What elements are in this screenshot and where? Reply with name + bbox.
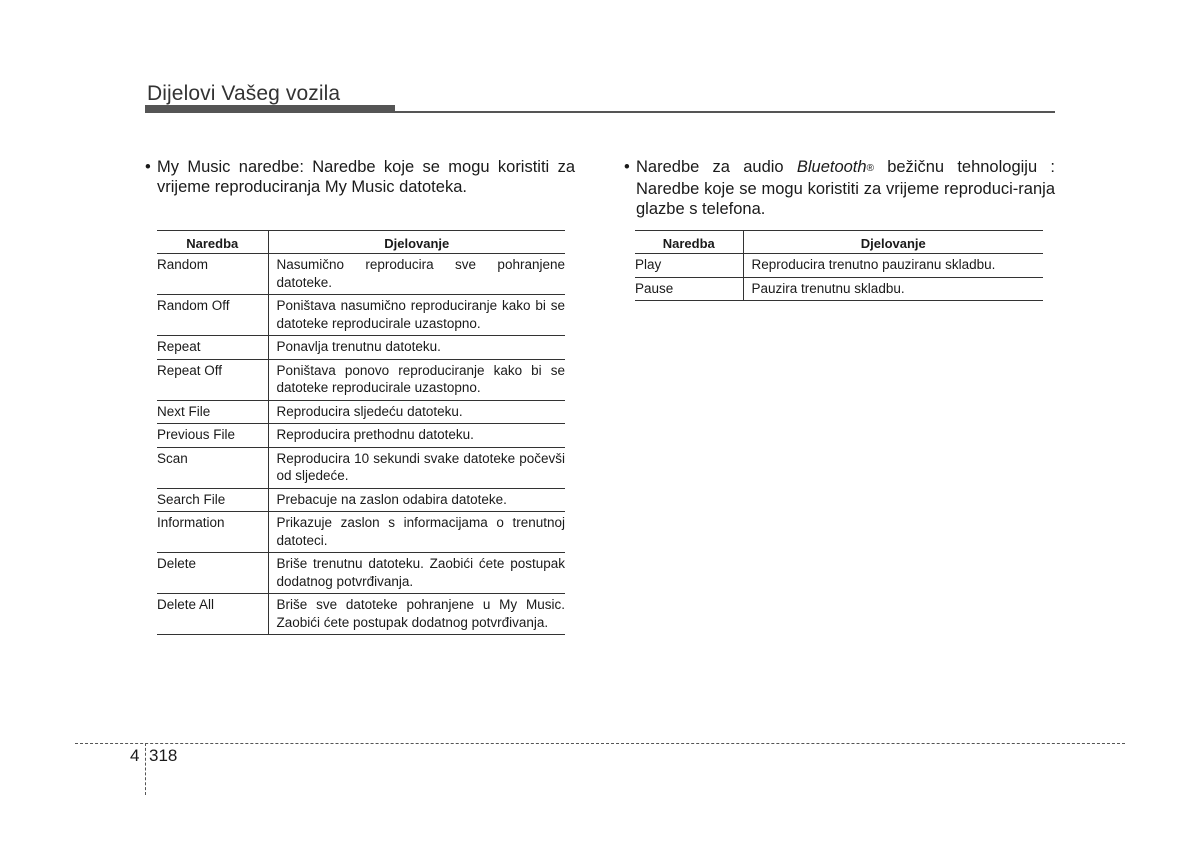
command-description: Briše trenutnu datoteku. Zaobići ćete postupak dodatnog potvrđivanja. [268, 553, 565, 594]
page-number: 318 [149, 746, 178, 765]
footer-dashed-rule [75, 743, 1125, 744]
command-name: Delete [157, 553, 268, 594]
command-name: Repeat [157, 336, 268, 360]
command-description: Reproducira trenutno pauziranu skladbu. [743, 254, 1043, 278]
table-row [157, 553, 565, 594]
command-description: Pauzira trenutnu skladbu. [743, 277, 1043, 301]
table-header-row [157, 231, 565, 254]
bluetooth-brand: Bluetooth [796, 158, 867, 176]
bullet-icon: • [624, 158, 630, 176]
right-intro-paragraph [624, 157, 1055, 219]
column-header-action: Djelovanje [743, 231, 1043, 254]
table-header-row [635, 231, 1043, 254]
table-row [157, 400, 565, 424]
footer-dashed-divider [145, 743, 146, 795]
table-row [157, 594, 565, 635]
registered-mark: ® [866, 163, 874, 174]
command-name: Random [157, 254, 268, 295]
table-row [157, 488, 565, 512]
right-intro-prefix: Naredbe za audio [636, 158, 784, 176]
table-row [157, 512, 565, 553]
command-name: Random Off [157, 295, 268, 336]
table-row [157, 447, 565, 488]
command-description: Briše sve datoteke pohranjene u My Music. Zaobići ćete postupak dodatnog potvrđivanja. [268, 594, 565, 635]
command-name: Scan [157, 447, 268, 488]
table-row [157, 336, 565, 360]
command-description: Reproducira prethodnu datoteku. [268, 424, 565, 448]
page-title: Dijelovi Vašeg vozila [147, 82, 341, 105]
table-row [635, 254, 1043, 278]
command-description: Ponavlja trenutnu datoteku. [268, 336, 565, 360]
chapter-number: 4 [130, 746, 140, 765]
command-name: Play [635, 254, 743, 278]
table-row [635, 277, 1043, 301]
bullet-icon: • [145, 158, 151, 176]
command-description: Reproducira sljedeću datoteku. [268, 400, 565, 424]
column-header-command: Naredba [635, 231, 743, 254]
command-name: Information [157, 512, 268, 553]
command-name: Search File [157, 488, 268, 512]
command-name: Repeat Off [157, 359, 268, 400]
column-header-command: Naredba [157, 231, 268, 254]
column-header-action: Djelovanje [268, 231, 565, 254]
table-row [157, 295, 565, 336]
command-description: Prebacuje na zaslon odabira datoteke. [268, 488, 565, 512]
command-name: Delete All [157, 594, 268, 635]
left-intro-text: My Music naredbe: Naredbe koje se mogu koristiti za vrijeme reproduciranja My Music datoteka. [157, 158, 575, 196]
table-row [157, 359, 565, 400]
table-row [157, 424, 565, 448]
command-name: Previous File [157, 424, 268, 448]
left-intro-paragraph [145, 157, 575, 197]
table-row [157, 254, 565, 295]
header-rule-thin [145, 111, 1055, 113]
right-intro-suffix: bežičnu tehnologiju : Naredbe koje se mogu koristiti za vrijeme reproduci-ranja glazbe s telefona. [636, 158, 1055, 218]
command-description: Poništava nasumično reproduciranje kako bi se datoteke reproducirale uzastopno. [268, 295, 565, 336]
bluetooth-commands-table [635, 230, 1043, 301]
command-name: Pause [635, 277, 743, 301]
command-description: Reproducira 10 sekundi svake datoteke počevši od sljedeće. [268, 447, 565, 488]
my-music-commands-table [157, 230, 565, 635]
command-description: Prikazuje zaslon s informacijama o trenutnoj datoteci. [268, 512, 565, 553]
command-description: Poništava ponovo reproduciranje kako bi se datoteke reproducirale uzastopno. [268, 359, 565, 400]
command-name: Next File [157, 400, 268, 424]
command-description: Nasumično reproducira sve pohranjene datoteke. [268, 254, 565, 295]
